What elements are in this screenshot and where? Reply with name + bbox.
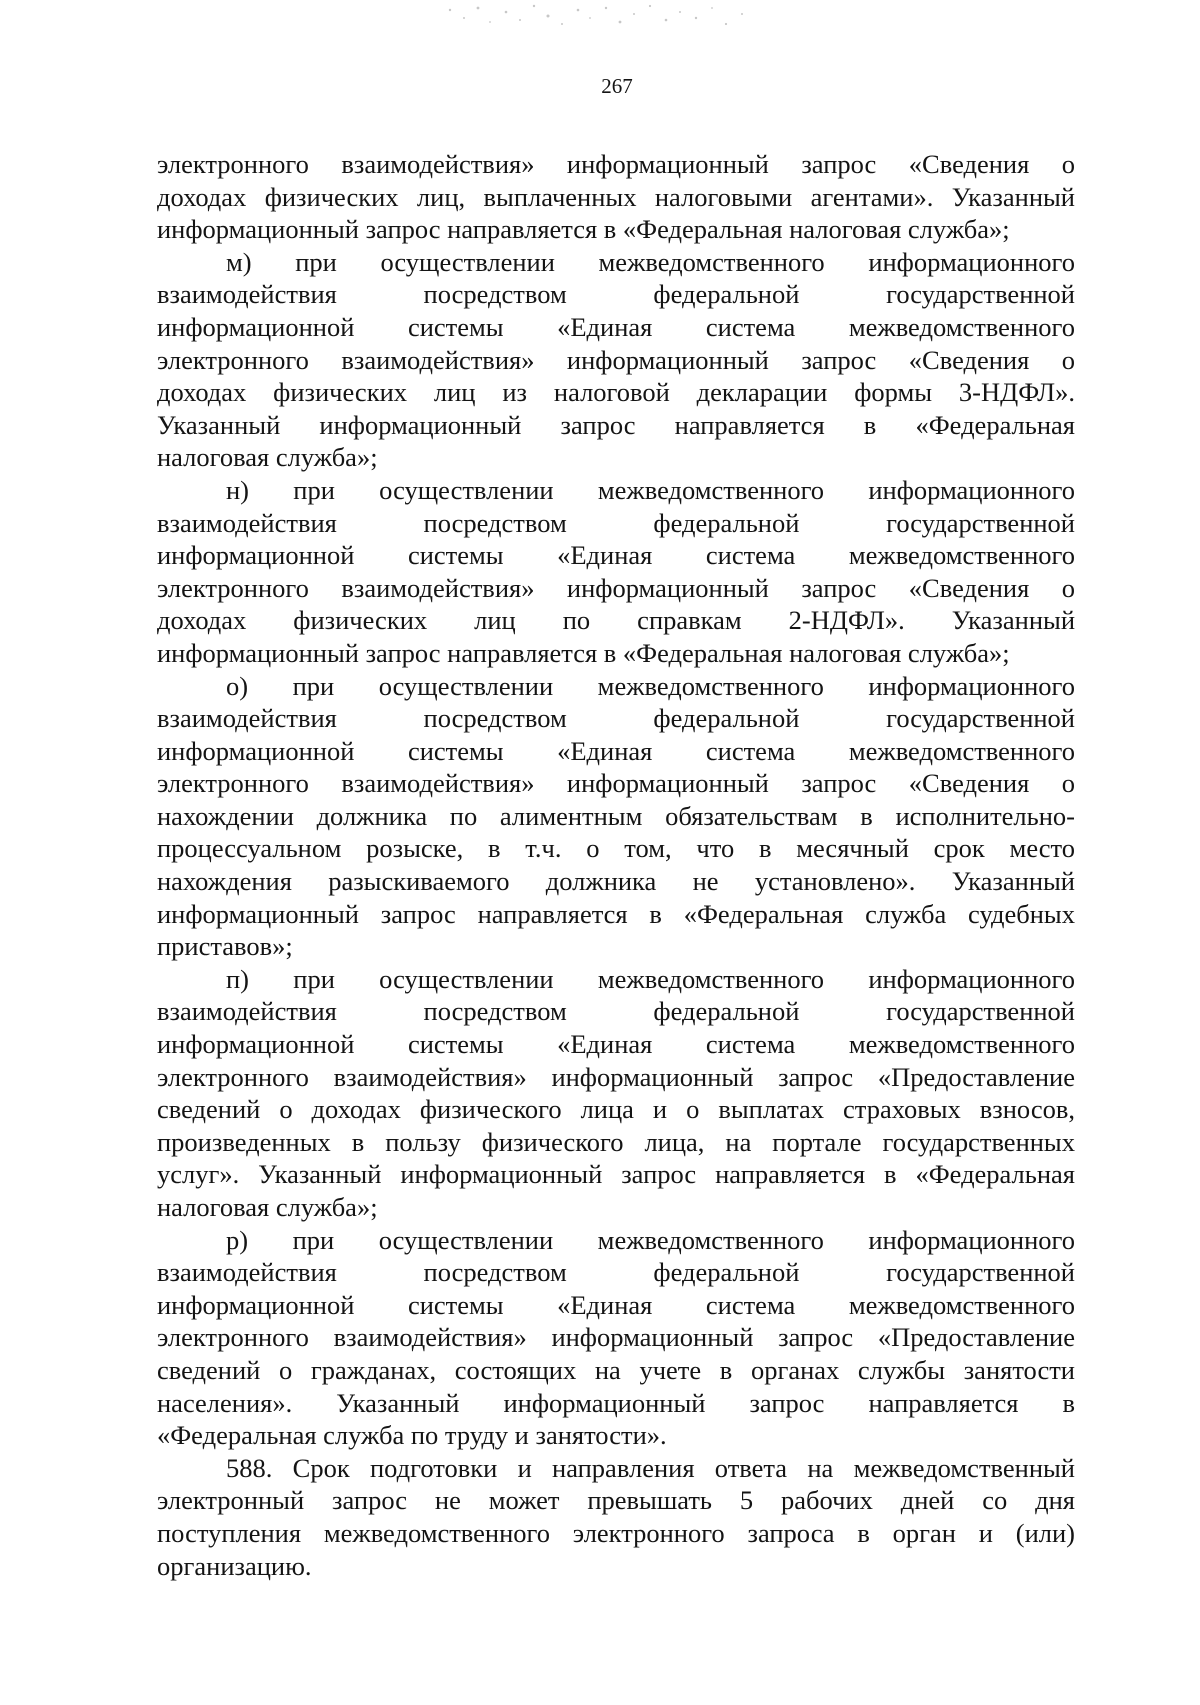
text-line: электронного взаимодействия» информационный запрос «Предоставление xyxy=(157,1061,1075,1092)
text-line: взаимодействия посредством федеральной государственной xyxy=(157,996,1075,1027)
paragraph xyxy=(157,148,1075,246)
text-line: м) при осуществлении межведомственного информационного xyxy=(226,246,1075,277)
text-line: информационный запрос направляется в «Федеральная налоговая служба»; xyxy=(157,214,1010,245)
text-line: информационной системы «Единая система межведомственного xyxy=(157,540,1075,571)
text-line: доходах физических лиц из налоговой декларации формы 3-НДФЛ». xyxy=(157,377,1075,408)
paragraph xyxy=(157,474,1075,670)
text-line: приставов»; xyxy=(157,931,293,962)
text-line: «Федеральная служба по труду и занятости». xyxy=(157,1420,667,1451)
text-line: налоговая служба»; xyxy=(157,1192,378,1222)
text-line: услуг». Указанный информационный запрос направляется в «Федеральная xyxy=(157,1159,1075,1190)
text-line: доходах физических лиц, выплаченных налоговыми агентами». Указанный xyxy=(157,181,1075,212)
text-line: р) при осуществлении межведомственного информационного xyxy=(226,1224,1075,1255)
text-line: п) при осуществлении межведомственного информационного xyxy=(226,963,1075,994)
text-line: электронного взаимодействия» информационный запрос «Предоставление xyxy=(157,1322,1075,1353)
text-line: информационный запрос направляется в «Федеральная налоговая служба»; xyxy=(157,637,1010,668)
text-line: о) при осуществлении межведомственного информационного xyxy=(226,670,1075,701)
text-line: взаимодействия посредством федеральной государственной xyxy=(157,507,1075,538)
text-line: взаимодействия посредством федеральной государственной xyxy=(157,279,1075,310)
paragraph xyxy=(157,1224,1075,1452)
text-line: информационной системы «Единая система межведомственного xyxy=(157,1029,1075,1060)
text-line: 588. Срок подготовки и направления ответа на межведомственный xyxy=(226,1452,1075,1483)
text-line: взаимодействия посредством федеральной государственной xyxy=(157,703,1075,734)
text-line: взаимодействия посредством федеральной государственной xyxy=(157,1257,1075,1288)
text-line: произведенных в пользу физического лица, на портале государственных xyxy=(157,1126,1075,1157)
text-line: электронного взаимодействия» информационный запрос «Сведения о xyxy=(157,572,1075,603)
text-line: электронного взаимодействия» информационный запрос «Сведения о xyxy=(157,344,1075,375)
text-line: нахождения разыскиваемого должника не установлено». Указанный xyxy=(157,866,1075,897)
text-line: организацию. xyxy=(157,1550,312,1581)
text-line: нахождении должника по алиментным обязательствам в исполнительно- xyxy=(157,800,1075,831)
text-line: населения». Указанный информационный запрос направляется в xyxy=(157,1387,1075,1418)
text-line: информационной системы «Единая система межведомственного xyxy=(157,735,1075,766)
text-line: налоговая служба»; xyxy=(157,442,378,473)
text-line: информационной системы «Единая система межведомственного xyxy=(157,311,1075,342)
paragraph xyxy=(157,963,1075,1224)
paragraph xyxy=(157,1452,1075,1582)
scan-artifact xyxy=(430,0,830,40)
text-line: процессуальном розыске, в т.ч. о том, что в месячный срок место xyxy=(157,833,1075,864)
text-line: поступления межведомственного электронного запроса в орган и (или) xyxy=(157,1517,1075,1548)
paragraph xyxy=(157,246,1075,474)
page-number: 267 xyxy=(601,74,633,98)
text-line: н) при осуществлении межведомственного информационного xyxy=(226,474,1075,505)
text-line: доходах физических лиц по справкам 2-НДФЛ». Указанный xyxy=(157,605,1075,636)
text-line: электронного взаимодействия» информационный запрос «Сведения о xyxy=(157,768,1075,799)
text-line: сведений о гражданах, состоящих на учете в органах службы занятости xyxy=(157,1354,1075,1385)
text-line: Указанный информационный запрос направляется в «Федеральная xyxy=(157,409,1075,440)
paragraph xyxy=(157,670,1075,963)
text-line: сведений о доходах физического лица и о выплатах страховых взносов, xyxy=(157,1094,1075,1125)
text-line: информационный запрос направляется в «Федеральная служба судебных xyxy=(157,898,1075,929)
document-body xyxy=(157,148,1075,1582)
text-line: электронного взаимодействия» информационный запрос «Сведения о xyxy=(157,149,1075,179)
text-line: информационной системы «Единая система межведомственного xyxy=(157,1289,1075,1320)
text-line: электронный запрос не может превышать 5 рабочих дней со дня xyxy=(157,1485,1075,1516)
